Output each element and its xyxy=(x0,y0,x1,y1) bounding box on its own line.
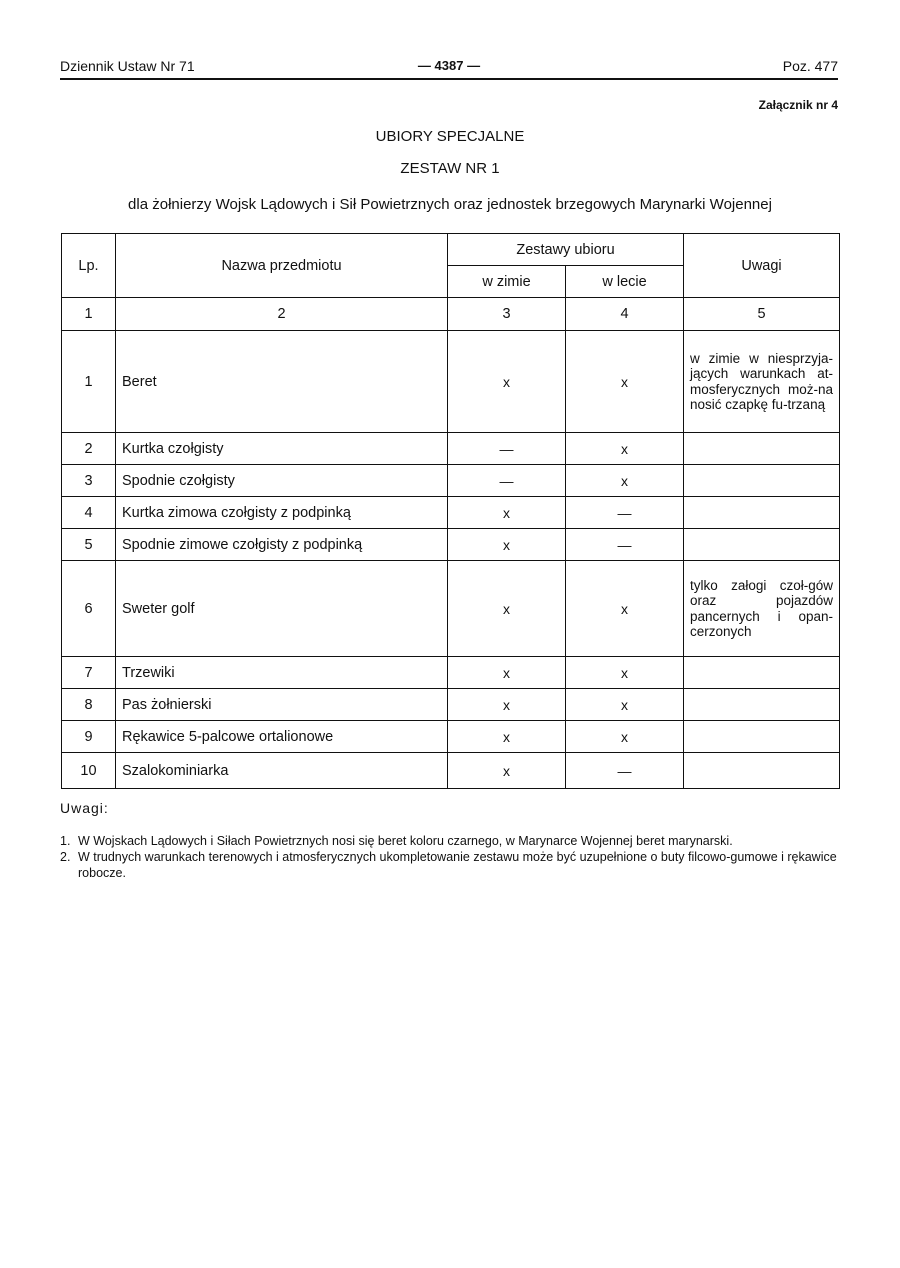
row-note: tylko załogi czoł-gów oraz pojazdów pancernych i opan-cerzonych xyxy=(684,561,840,657)
table-row xyxy=(62,497,840,529)
row-summer-mark: x xyxy=(566,561,684,657)
row-lp: 10 xyxy=(62,753,116,789)
column-number: 3 xyxy=(448,298,566,331)
remark-item xyxy=(60,833,840,849)
header-sets: Zestawy ubioru xyxy=(448,234,684,266)
page-number: — 4387 — xyxy=(417,58,481,73)
row-note xyxy=(684,465,840,497)
header-winter: w zimie xyxy=(448,266,566,298)
header-notes: Uwagi xyxy=(684,234,840,298)
row-lp: 3 xyxy=(62,465,116,497)
row-winter-mark: x xyxy=(448,331,566,433)
row-summer-mark: x xyxy=(566,689,684,721)
column-number: 2 xyxy=(116,298,448,331)
row-lp: 9 xyxy=(62,721,116,753)
remark-number: 2. xyxy=(60,850,71,864)
row-item-name: Spodnie zimowe czołgisty z podpinką xyxy=(116,529,448,561)
remarks-list xyxy=(60,833,840,881)
column-number-row xyxy=(62,298,840,331)
remark-text: W Wojskach Lądowych i Siłach Powietrznych nosi się beret koloru czarnego, w Marynarce Wojennej beret marynarski. xyxy=(78,834,733,848)
row-winter-mark: x xyxy=(448,561,566,657)
row-lp: 6 xyxy=(62,561,116,657)
table-row xyxy=(62,721,840,753)
table-row xyxy=(62,433,840,465)
table-row xyxy=(62,529,840,561)
column-number: 4 xyxy=(566,298,684,331)
row-item-name: Kurtka zimowa czołgisty z podpinką xyxy=(116,497,448,529)
row-summer-mark: x xyxy=(566,331,684,433)
row-lp: 8 xyxy=(62,689,116,721)
row-item-name: Szalokominiarka xyxy=(116,753,448,789)
remark-item xyxy=(60,849,840,881)
row-note: w zimie w niesprzyja-jących warunkach at-mosferycznych moż-na nosić czapkę fu-trzaną xyxy=(684,331,840,433)
uniform-table xyxy=(61,233,840,789)
row-lp: 2 xyxy=(62,433,116,465)
row-note xyxy=(684,529,840,561)
annex-label: Załącznik nr 4 xyxy=(758,98,838,112)
row-lp: 5 xyxy=(62,529,116,561)
row-note xyxy=(684,433,840,465)
table-row xyxy=(62,561,840,657)
row-lp: 4 xyxy=(62,497,116,529)
table-row xyxy=(62,657,840,689)
row-winter-mark: x xyxy=(448,689,566,721)
row-item-name: Pas żołnierski xyxy=(116,689,448,721)
document-title: UBIORY SPECJALNE xyxy=(375,128,525,145)
column-number: 1 xyxy=(62,298,116,331)
table-row xyxy=(62,465,840,497)
row-item-name: Beret xyxy=(116,331,448,433)
header-lp: Lp. xyxy=(62,234,116,298)
journal-title: Dziennik Ustaw Nr 71 xyxy=(60,58,195,74)
row-summer-mark: x xyxy=(566,721,684,753)
row-note xyxy=(684,657,840,689)
remark-number: 1. xyxy=(60,834,71,848)
row-winter-mark: x xyxy=(448,657,566,689)
remarks-label: Uwagi: xyxy=(60,800,109,816)
row-summer-mark: — xyxy=(566,497,684,529)
column-number: 5 xyxy=(684,298,840,331)
row-summer-mark: x xyxy=(566,657,684,689)
row-winter-mark: x xyxy=(448,529,566,561)
table-row xyxy=(62,331,840,433)
position-number: Poz. 477 xyxy=(782,58,838,74)
row-winter-mark: — xyxy=(448,465,566,497)
document-subtitle: dla żołnierzy Wojsk Lądowych i Sił Powietrznych oraz jednostek brzegowych Marynarki Wojennej xyxy=(128,196,772,213)
row-item-name: Spodnie czołgisty xyxy=(116,465,448,497)
row-item-name: Trzewiki xyxy=(116,657,448,689)
row-winter-mark: x xyxy=(448,721,566,753)
table-row xyxy=(62,753,840,789)
row-summer-mark: — xyxy=(566,753,684,789)
row-winter-mark: — xyxy=(448,433,566,465)
row-summer-mark: x xyxy=(566,465,684,497)
remark-text: W trudnych warunkach terenowych i atmosferycznych ukompletowanie zestawu może być uzupełnione o buty filcowo-gumowe i rękawice robocze. xyxy=(78,850,837,880)
header-name: Nazwa przedmiotu xyxy=(116,234,448,298)
row-summer-mark: x xyxy=(566,433,684,465)
row-winter-mark: x xyxy=(448,753,566,789)
row-item-name: Rękawice 5-palcowe ortalionowe xyxy=(116,721,448,753)
row-item-name: Kurtka czołgisty xyxy=(116,433,448,465)
row-winter-mark: x xyxy=(448,497,566,529)
row-note xyxy=(684,721,840,753)
header-summer: w lecie xyxy=(566,266,684,298)
row-lp: 7 xyxy=(62,657,116,689)
row-note xyxy=(684,689,840,721)
set-title: ZESTAW NR 1 xyxy=(400,160,500,177)
row-note xyxy=(684,753,840,789)
row-item-name: Sweter golf xyxy=(116,561,448,657)
row-note xyxy=(684,497,840,529)
page-header xyxy=(60,56,838,80)
table-row xyxy=(62,689,840,721)
row-lp: 1 xyxy=(62,331,116,433)
row-summer-mark: — xyxy=(566,529,684,561)
